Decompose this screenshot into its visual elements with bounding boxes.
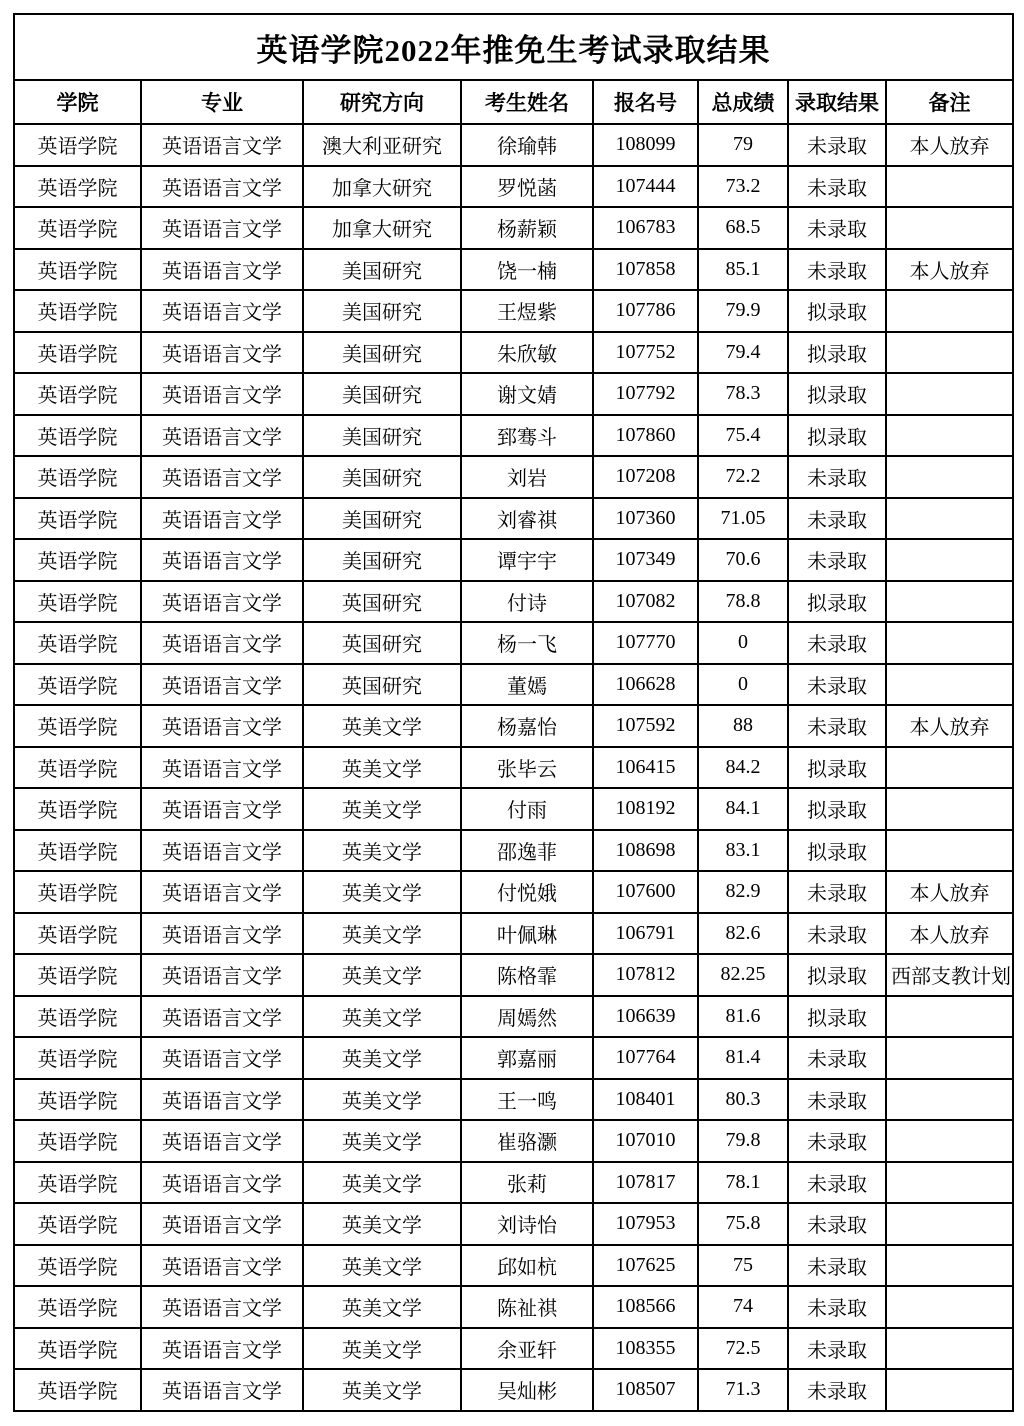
- table-cell: 英语学院: [15, 665, 142, 705]
- table-cell: 71.3: [699, 1370, 789, 1410]
- table-cell: 英语学院: [15, 457, 142, 497]
- table-cell: 英美文学: [304, 706, 462, 746]
- page-title: 英语学院2022年推免生考试录取结果: [15, 15, 1012, 81]
- table-cell: [887, 1121, 1012, 1161]
- table-cell: 未录取: [789, 1287, 887, 1327]
- table-cell: 郅骞斗: [462, 416, 594, 456]
- table-row: [15, 872, 1012, 914]
- table-cell: 英语语言文学: [142, 1246, 304, 1286]
- table-cell: [887, 499, 1012, 539]
- table-cell: 英语学院: [15, 1121, 142, 1161]
- table-cell: 英语语言文学: [142, 291, 304, 331]
- table-cell: 英语学院: [15, 914, 142, 954]
- table-cell: 英语语言文学: [142, 416, 304, 456]
- table-row: [15, 499, 1012, 541]
- table-cell: 78.8: [699, 582, 789, 622]
- table-cell: 英语语言文学: [142, 748, 304, 788]
- table-cell: 英美文学: [304, 997, 462, 1037]
- table-cell: 107592: [594, 706, 699, 746]
- table-cell: 王煜紫: [462, 291, 594, 331]
- table-cell: 英语学院: [15, 706, 142, 746]
- column-header-total-score: 总成绩: [699, 81, 789, 123]
- table-cell: 英语语言文学: [142, 167, 304, 207]
- table-cell: 107360: [594, 499, 699, 539]
- table-cell: 刘诗怡: [462, 1204, 594, 1244]
- table-cell: 英语学院: [15, 623, 142, 663]
- table-cell: 付雨: [462, 789, 594, 829]
- table-cell: 75.8: [699, 1204, 789, 1244]
- column-header-candidate-name: 考生姓名: [462, 81, 594, 123]
- table-cell: 未录取: [789, 1163, 887, 1203]
- table-cell: 74: [699, 1287, 789, 1327]
- table-cell: [887, 374, 1012, 414]
- table-cell: 未录取: [789, 872, 887, 912]
- table-cell: 英语语言文学: [142, 665, 304, 705]
- table-cell: 英语学院: [15, 416, 142, 456]
- table-row: [15, 831, 1012, 873]
- column-header-admission-result: 录取结果: [789, 81, 887, 123]
- table-cell: 108507: [594, 1370, 699, 1410]
- table-cell: [887, 1329, 1012, 1369]
- table-cell: 英语语言文学: [142, 540, 304, 580]
- table-cell: 未录取: [789, 623, 887, 663]
- table-row: [15, 789, 1012, 831]
- table-cell: 107764: [594, 1038, 699, 1078]
- table-cell: 英语语言文学: [142, 623, 304, 663]
- table-cell: 刘岩: [462, 457, 594, 497]
- table-cell: 英语语言文学: [142, 1038, 304, 1078]
- table-cell: [887, 789, 1012, 829]
- table-row: [15, 167, 1012, 209]
- table-cell: 107752: [594, 333, 699, 373]
- table-cell: 84.1: [699, 789, 789, 829]
- table-cell: [887, 1370, 1012, 1410]
- table-cell: 83.1: [699, 831, 789, 871]
- table-cell: 拟录取: [789, 291, 887, 331]
- table-cell: [887, 748, 1012, 788]
- table-cell: 78.1: [699, 1163, 789, 1203]
- table-cell: 108355: [594, 1329, 699, 1369]
- table-cell: 英国研究: [304, 582, 462, 622]
- table-cell: 吴灿彬: [462, 1370, 594, 1410]
- table-cell: 邵逸菲: [462, 831, 594, 871]
- table-cell: 79.9: [699, 291, 789, 331]
- table-cell: 88: [699, 706, 789, 746]
- table-cell: 未录取: [789, 540, 887, 580]
- table-cell: 朱欣敏: [462, 333, 594, 373]
- table-cell: 崔骆灏: [462, 1121, 594, 1161]
- table-cell: 谢文婧: [462, 374, 594, 414]
- table-cell: 英语语言文学: [142, 955, 304, 995]
- table-cell: 107858: [594, 250, 699, 290]
- table-cell: 本人放弃: [909, 883, 990, 906]
- table-cell: 84.2: [699, 748, 789, 788]
- table-cell: 英语语言文学: [142, 997, 304, 1037]
- table-cell: 英语学院: [15, 997, 142, 1037]
- table-row: [15, 1038, 1012, 1080]
- table-cell: 106415: [594, 748, 699, 788]
- table-row: [15, 1080, 1012, 1122]
- table-cell: [887, 623, 1012, 663]
- table-row: [15, 250, 1012, 292]
- table-cell: 106639: [594, 997, 699, 1037]
- table-cell: 107208: [594, 457, 699, 497]
- table-cell: 107792: [594, 374, 699, 414]
- table-header-row: [15, 81, 1012, 125]
- table-cell: 叶佩琳: [462, 914, 594, 954]
- table-cell: 82.25: [699, 955, 789, 995]
- table-cell: 未录取: [789, 1370, 887, 1410]
- table-cell: 拟录取: [789, 748, 887, 788]
- table-cell: 108698: [594, 831, 699, 871]
- table-cell: 80.3: [699, 1080, 789, 1120]
- table-cell: [887, 1080, 1012, 1120]
- table-cell: 82.6: [699, 914, 789, 954]
- table-cell: 拟录取: [789, 997, 887, 1037]
- table-cell: 75.4: [699, 416, 789, 456]
- column-header-research-direction: 研究方向: [304, 81, 462, 123]
- table-cell: 澳大利亚研究: [304, 125, 462, 165]
- table-cell: 加拿大研究: [304, 167, 462, 207]
- table-cell: 78.3: [699, 374, 789, 414]
- table-row: [15, 208, 1012, 250]
- table-cell: 拟录取: [789, 416, 887, 456]
- table-cell: 英美文学: [304, 1287, 462, 1327]
- table-cell: 未录取: [789, 914, 887, 954]
- table-cell: 杨嘉怡: [462, 706, 594, 746]
- table-cell: 英美文学: [304, 872, 462, 912]
- table-cell: 英美文学: [304, 1329, 462, 1369]
- table-cell: 英语语言文学: [142, 1121, 304, 1161]
- table-row: [15, 457, 1012, 499]
- table-cell: 107860: [594, 416, 699, 456]
- table-cell: 英美文学: [304, 914, 462, 954]
- table-cell: 英国研究: [304, 623, 462, 663]
- table-cell: 英语学院: [15, 1287, 142, 1327]
- table-cell: [887, 1246, 1012, 1286]
- table-cell: [887, 291, 1012, 331]
- table-cell: 英语语言文学: [142, 333, 304, 373]
- table-row: [15, 333, 1012, 375]
- table-cell: 英语学院: [15, 955, 142, 995]
- table-cell: 英语学院: [15, 374, 142, 414]
- table-cell: 英美文学: [304, 748, 462, 788]
- table-cell: 英语语言文学: [142, 208, 304, 248]
- table-cell: 英语语言文学: [142, 1370, 304, 1410]
- table-cell: 英语学院: [15, 333, 142, 373]
- table-cell: 美国研究: [304, 416, 462, 456]
- table-cell: 本人放弃: [909, 260, 990, 283]
- table-cell: 72.5: [699, 1329, 789, 1369]
- table-cell: 英语语言文学: [142, 1163, 304, 1203]
- table-cell: 73.2: [699, 167, 789, 207]
- table-cell: 美国研究: [304, 291, 462, 331]
- table-cell: 未录取: [789, 1246, 887, 1286]
- table-cell: 陈祉祺: [462, 1287, 594, 1327]
- table-cell: 杨一飞: [462, 623, 594, 663]
- table-cell: 英美文学: [304, 1370, 462, 1410]
- table-cell: 英语学院: [15, 499, 142, 539]
- table-cell: 英语学院: [15, 1370, 142, 1410]
- table-cell: 饶一楠: [462, 250, 594, 290]
- table-cell: 拟录取: [789, 333, 887, 373]
- table-cell: 英美文学: [304, 1204, 462, 1244]
- table-cell: 英语学院: [15, 1329, 142, 1369]
- table-cell: 英美文学: [304, 955, 462, 995]
- table-cell: 107010: [594, 1121, 699, 1161]
- table-cell: 英语学院: [15, 1204, 142, 1244]
- table-row: [15, 1163, 1012, 1205]
- table-cell: 英语语言文学: [142, 789, 304, 829]
- table-cell: 谭宇宇: [462, 540, 594, 580]
- table-cell: 107082: [594, 582, 699, 622]
- table-cell: 107953: [594, 1204, 699, 1244]
- table-cell: 79: [699, 125, 789, 165]
- table-cell: 未录取: [789, 1329, 887, 1369]
- table-cell: 英语学院: [15, 1163, 142, 1203]
- table-cell: 英语学院: [15, 1080, 142, 1120]
- table-cell: 拟录取: [789, 374, 887, 414]
- table-cell: 75: [699, 1246, 789, 1286]
- table-cell: 82.9: [699, 872, 789, 912]
- table-cell: 未录取: [789, 250, 887, 290]
- table-cell: 张毕云: [462, 748, 594, 788]
- table-cell: 71.05: [699, 499, 789, 539]
- table-cell: 英语语言文学: [142, 914, 304, 954]
- table-cell: [887, 1287, 1012, 1327]
- table-cell: 美国研究: [304, 250, 462, 290]
- table-cell: 未录取: [789, 1080, 887, 1120]
- table-cell: 英语语言文学: [142, 1204, 304, 1244]
- table-cell: 英语学院: [15, 582, 142, 622]
- table-cell: 拟录取: [789, 582, 887, 622]
- table-cell: 邱如杭: [462, 1246, 594, 1286]
- table-cell: 张莉: [462, 1163, 594, 1203]
- table-cell: 79.4: [699, 333, 789, 373]
- table-cell: 107349: [594, 540, 699, 580]
- table-cell: 英语学院: [15, 1038, 142, 1078]
- table-cell: 周嫣然: [462, 997, 594, 1037]
- table-cell: 英语学院: [15, 1246, 142, 1286]
- table-cell: 徐瑜韩: [462, 125, 594, 165]
- table-cell: [887, 1204, 1012, 1244]
- table-cell: 79.8: [699, 1121, 789, 1161]
- table-cell: 郭嘉丽: [462, 1038, 594, 1078]
- table-cell: 68.5: [699, 208, 789, 248]
- table-cell: 85.1: [699, 250, 789, 290]
- table-cell: 英语学院: [15, 125, 142, 165]
- table-row: [15, 582, 1012, 624]
- table-cell: 英美文学: [304, 1246, 462, 1286]
- table-cell: [887, 540, 1012, 580]
- table-cell: 英语语言文学: [142, 374, 304, 414]
- table-row: [15, 416, 1012, 458]
- table-row: [15, 374, 1012, 416]
- table-cell: 刘睿祺: [462, 499, 594, 539]
- table-row: [15, 1287, 1012, 1329]
- table-cell: [887, 457, 1012, 497]
- table-cell: 英美文学: [304, 789, 462, 829]
- table-cell: 拟录取: [789, 955, 887, 995]
- table-cell: 美国研究: [304, 374, 462, 414]
- table-row: [15, 1370, 1012, 1410]
- table-cell: 107786: [594, 291, 699, 331]
- table-cell: 董嫣: [462, 665, 594, 705]
- table-cell: 英语学院: [15, 872, 142, 912]
- table-cell: 未录取: [789, 1204, 887, 1244]
- table-cell: 英语学院: [15, 748, 142, 788]
- table-row: [15, 125, 1012, 167]
- table-cell: 未录取: [789, 1038, 887, 1078]
- table-cell: [887, 997, 1012, 1037]
- table-cell: [887, 416, 1012, 456]
- table-row: [15, 748, 1012, 790]
- table-row: [15, 997, 1012, 1039]
- table-row: [15, 665, 1012, 707]
- table-cell: 英语学院: [15, 250, 142, 290]
- table-cell: 107770: [594, 623, 699, 663]
- table-cell: 107444: [594, 167, 699, 207]
- table-cell: [887, 665, 1012, 705]
- table-cell: 108099: [594, 125, 699, 165]
- table-cell: 本人放弃: [909, 924, 990, 947]
- table-cell: 拟录取: [789, 831, 887, 871]
- table-cell: 英语学院: [15, 540, 142, 580]
- table-row: [15, 291, 1012, 333]
- table-cell: 108401: [594, 1080, 699, 1120]
- table-cell: 108566: [594, 1287, 699, 1327]
- table-cell: 英语语言文学: [142, 1080, 304, 1120]
- column-header-registration-number: 报名号: [594, 81, 699, 123]
- table-cell: 英美文学: [304, 1121, 462, 1161]
- table-cell: 英国研究: [304, 665, 462, 705]
- table-cell: [887, 333, 1012, 373]
- table-cell: 英语语言文学: [142, 125, 304, 165]
- table-cell: 美国研究: [304, 457, 462, 497]
- table-cell: 美国研究: [304, 499, 462, 539]
- table-cell: 西部支教计划: [891, 966, 1011, 989]
- table-row: [15, 623, 1012, 665]
- admission-results-table: [13, 13, 1014, 1412]
- table-cell: 本人放弃: [909, 136, 990, 159]
- table-cell: 英语语言文学: [142, 250, 304, 290]
- table-cell: 106783: [594, 208, 699, 248]
- table-row: [15, 1329, 1012, 1371]
- table-cell: [887, 831, 1012, 871]
- table-cell: 未录取: [789, 1121, 887, 1161]
- table-cell: 杨薪颖: [462, 208, 594, 248]
- table-cell: 英语语言文学: [142, 1287, 304, 1327]
- table-cell: 106791: [594, 914, 699, 954]
- table-cell: 英语学院: [15, 167, 142, 207]
- table-body: [15, 125, 1012, 1410]
- table-cell: 未录取: [789, 457, 887, 497]
- table-cell: 英美文学: [304, 831, 462, 871]
- table-cell: [887, 167, 1012, 207]
- table-cell: 英语学院: [15, 831, 142, 871]
- table-cell: 英美文学: [304, 1038, 462, 1078]
- column-header-remarks: 备注: [928, 91, 971, 115]
- table-cell: 未录取: [789, 167, 887, 207]
- table-cell: 72.2: [699, 457, 789, 497]
- table-row: [15, 1121, 1012, 1163]
- table-cell: 108192: [594, 789, 699, 829]
- table-row: [15, 540, 1012, 582]
- table-cell: [887, 1163, 1012, 1203]
- table-cell: 美国研究: [304, 540, 462, 580]
- table-cell: 107600: [594, 872, 699, 912]
- table-cell: 付悦娥: [462, 872, 594, 912]
- column-header-major: 专业: [142, 81, 304, 123]
- table-cell: 107625: [594, 1246, 699, 1286]
- table-cell: 付诗: [462, 582, 594, 622]
- table-cell: 美国研究: [304, 333, 462, 373]
- table-cell: 107817: [594, 1163, 699, 1203]
- table-cell: 余亚轩: [462, 1329, 594, 1369]
- table-cell: 英语语言文学: [142, 457, 304, 497]
- table-cell: 未录取: [789, 665, 887, 705]
- table-cell: 王一鸣: [462, 1080, 594, 1120]
- table-cell: 英语语言文学: [142, 831, 304, 871]
- table-cell: 81.6: [699, 997, 789, 1037]
- table-row: [15, 914, 1012, 956]
- table-cell: 106628: [594, 665, 699, 705]
- table-cell: 英语语言文学: [142, 1329, 304, 1369]
- table-cell: 英语语言文学: [142, 582, 304, 622]
- table-row: [15, 706, 1012, 748]
- table-cell: 未录取: [789, 499, 887, 539]
- table-cell: 加拿大研究: [304, 208, 462, 248]
- table-cell: 本人放弃: [909, 717, 990, 740]
- table-cell: 英美文学: [304, 1163, 462, 1203]
- column-header-college: 学院: [15, 81, 142, 123]
- table-cell: 未录取: [789, 706, 887, 746]
- table-cell: 英语语言文学: [142, 872, 304, 912]
- table-cell: 81.4: [699, 1038, 789, 1078]
- table-cell: [887, 582, 1012, 622]
- table-cell: 陈格霏: [462, 955, 594, 995]
- table-cell: 英美文学: [304, 1080, 462, 1120]
- table-row: [15, 1246, 1012, 1288]
- table-row: [15, 955, 1012, 997]
- table-row: [15, 1204, 1012, 1246]
- table-cell: 拟录取: [789, 789, 887, 829]
- table-cell: [887, 1038, 1012, 1078]
- table-cell: 罗悦菡: [462, 167, 594, 207]
- table-cell: 英语语言文学: [142, 499, 304, 539]
- table-cell: 107812: [594, 955, 699, 995]
- table-cell: 英语学院: [15, 789, 142, 829]
- table-cell: [887, 208, 1012, 248]
- table-cell: 0: [699, 623, 789, 663]
- table-cell: 英语学院: [15, 291, 142, 331]
- table-cell: 英语学院: [15, 208, 142, 248]
- table-cell: 未录取: [789, 125, 887, 165]
- table-cell: 未录取: [789, 208, 887, 248]
- table-cell: 70.6: [699, 540, 789, 580]
- table-cell: 英语语言文学: [142, 706, 304, 746]
- table-cell: 0: [699, 665, 789, 705]
